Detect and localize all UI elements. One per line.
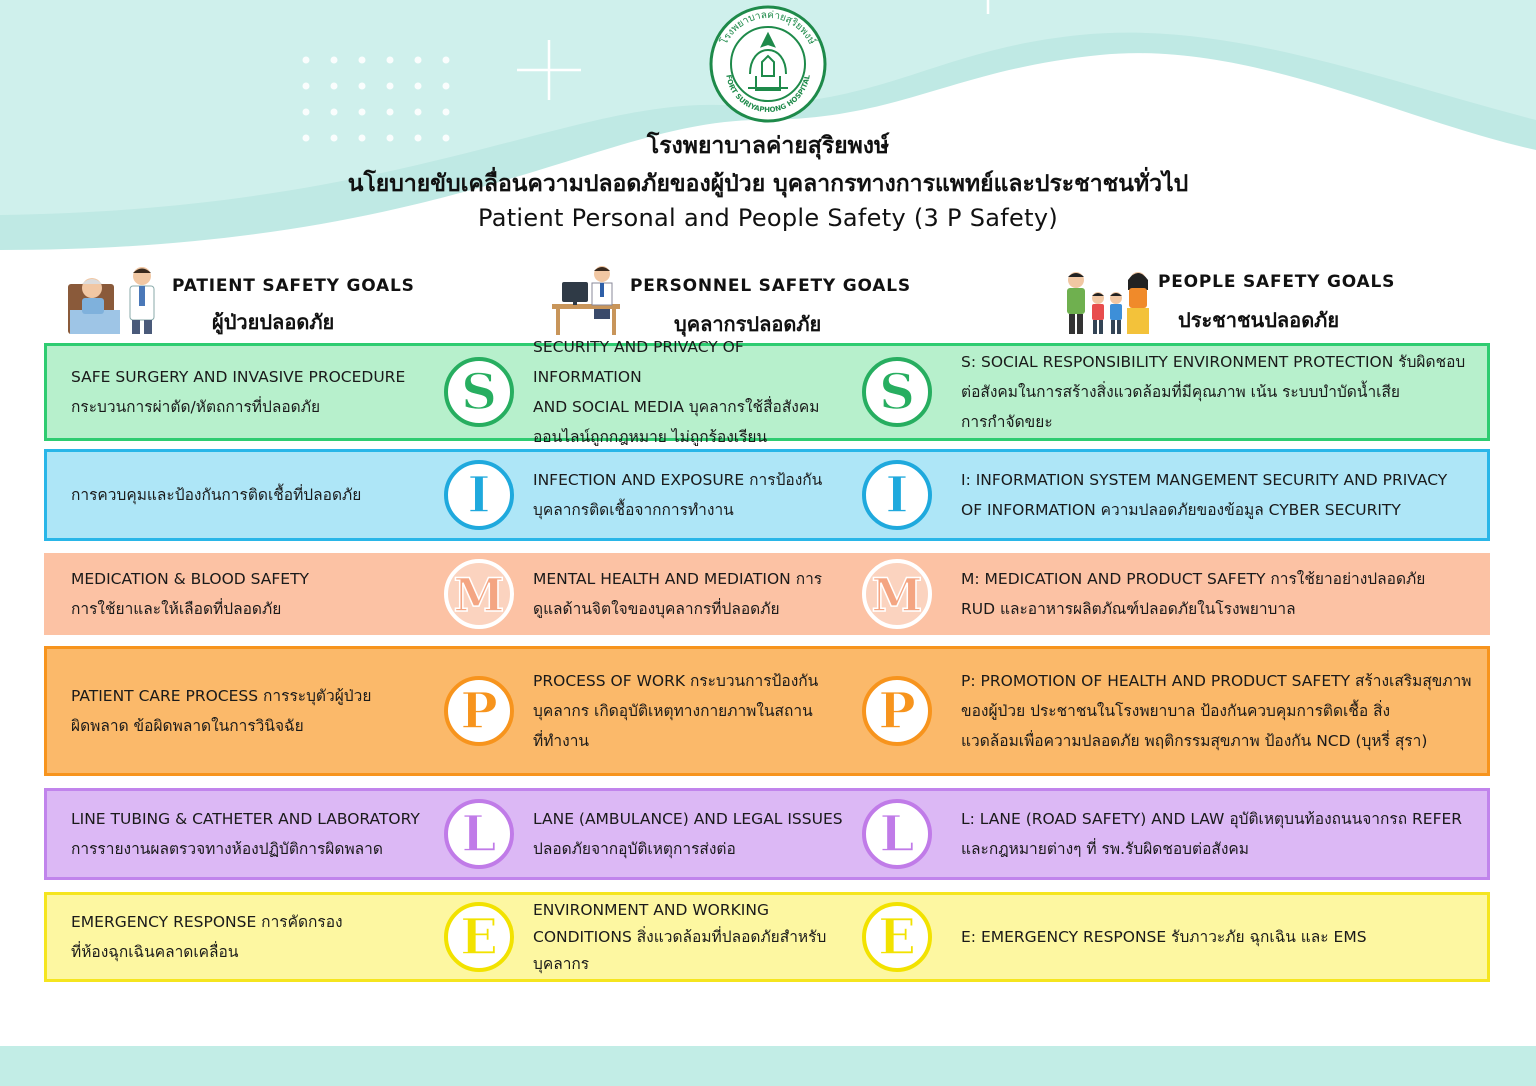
people-goal-cell: E: EMERGENCY RESPONSE รับภาวะภัย ฉุกเฉิน และ EMS bbox=[961, 928, 1367, 946]
personnel-goal-cell: PROCESS OF WORK กระบวนการป้องกัน บุคลากร เกิดอุบัติเหตุทางกายภาพในสถาน ที่ทำงาน bbox=[533, 672, 819, 750]
svg-text:L: L bbox=[461, 804, 497, 863]
letter-s-badge bbox=[861, 356, 933, 428]
svg-text:P: P bbox=[460, 681, 498, 740]
column-header-people bbox=[1062, 262, 1402, 338]
personnel-goals-en: PERSONNEL SAFETY GOALS bbox=[630, 276, 911, 296]
letter-m-badge bbox=[443, 558, 515, 630]
people-goal-cell: P: PROMOTION OF HEALTH AND PRODUCT SAFETY สร้างเสริมสุขภาพ ของผู้ป่วย ประชาชนในโรงพยาบาล ป้องกันควบคุมการติดเชื้อ สิ่ง แวดล้อมเพื่อความปลอดภัย พฤติกรรมสุขภาพ ป้องกัน NCD (บุหรี่ สุรา) bbox=[961, 672, 1472, 750]
letter-l-badge bbox=[861, 798, 933, 870]
svg-text:M: M bbox=[453, 568, 505, 622]
policy-title: นโยบายขับเคลื่อนความปลอดภัยของผู้ป่วย บุคลากรทางการแพทย์และประชาชนทั่วไป bbox=[347, 171, 1189, 197]
svg-text:E: E bbox=[459, 907, 499, 966]
hospital-name: โรงพยาบาลค่ายสุริยพงษ์ bbox=[646, 133, 890, 159]
letter-m-badge bbox=[861, 558, 933, 630]
letter-s-badge bbox=[443, 356, 515, 428]
svg-text:S: S bbox=[460, 362, 498, 421]
letter-i-badge bbox=[443, 459, 515, 531]
letter-p-badge bbox=[443, 675, 515, 747]
personnel-goal-cell: MENTAL HEALTH AND MEDIATION การ ดูแลด้านจิตใจของบุคลากรที่ปลอดภัย bbox=[533, 570, 823, 618]
goal-row-l bbox=[44, 788, 1490, 880]
goal-row-m bbox=[44, 553, 1490, 635]
people-goals-en: PEOPLE SAFETY GOALS bbox=[1158, 272, 1396, 292]
svg-text:L: L bbox=[879, 804, 915, 863]
personnel-goal-cell: ENVIRONMENT AND WORKING CONDITIONS สิ่งแวดล้อมที่ปลอดภัยสำหรับ บุคลากร bbox=[533, 900, 827, 973]
letter-p-badge bbox=[861, 675, 933, 747]
people-goal-cell: L: LANE (ROAD SAFETY) AND LAW อุบัติเหตุบนท้องถนนจากรถ REFER และกฎหมายต่างๆ ที่ รพ.รับผิดชอบต่อสังคม bbox=[961, 810, 1463, 858]
svg-text:โรงพยาบาลค่ายสุริยพงษ์: โรงพยาบาลค่ายสุริยพงษ์ bbox=[718, 9, 818, 47]
patient-goal-cell: การควบคุมและป้องกันการติดเชื้อที่ปลอดภัย bbox=[71, 486, 362, 504]
svg-text:M: M bbox=[871, 568, 923, 622]
people-goal-cell: M: MEDICATION AND PRODUCT SAFETY การใช้ยาอย่างปลอดภัย RUD และอาหารผลิตภัณฑ์ปลอดภัยในโรงพยาบาล bbox=[961, 570, 1426, 618]
patient-doctor-illustration bbox=[68, 264, 166, 336]
family-illustration bbox=[1062, 268, 1152, 336]
personnel-goal-cell: LANE (AMBULANCE) AND LEGAL ISSUES ปลอดภัยจากอุบัติเหตุการส่งต่อ bbox=[533, 810, 843, 858]
patient-goal-cell: LINE TUBING & CATHETER AND LABORATORY การรายงานผลตรวจทางห้องปฏิบัติการผิดพลาด bbox=[71, 810, 420, 858]
svg-text:S: S bbox=[878, 362, 916, 421]
column-header-patient bbox=[68, 262, 428, 338]
svg-text:E: E bbox=[877, 907, 917, 966]
svg-text:FORT SURIYAPHONG HOSPITAL: FORT SURIYAPHONG HOSPITAL bbox=[724, 74, 812, 115]
goal-row-s bbox=[44, 338, 1490, 446]
personnel-goals-th: บุคลากรปลอดภัย bbox=[674, 312, 822, 336]
patient-goal-cell: EMERGENCY RESPONSE การคัดกรอง ที่ห้องฉุกเฉินคลาดเคลื่อน bbox=[71, 913, 343, 961]
letter-l-badge bbox=[443, 798, 515, 870]
goal-row-p bbox=[44, 646, 1490, 776]
people-goal-cell: I: INFORMATION SYSTEM MANGEMENT SECURITY AND PRIVACY OF INFORMATION ความปลอดภัยของข้อมูล CYBER SECURITY bbox=[961, 471, 1448, 519]
office-worker-illustration bbox=[548, 262, 624, 336]
patient-goal-cell: SAFE SURGERY AND INVASIVE PROCEDURE กระบวนการผ่าตัด/หัตถการที่ปลอดภัย bbox=[71, 368, 406, 416]
personnel-goal-cell: INFECTION AND EXPOSURE การป้องกัน บุคลากรติดเชื้อจากการทำงาน bbox=[533, 471, 823, 519]
patient-goals-en: PATIENT SAFETY GOALS bbox=[172, 276, 415, 296]
people-goal-cell: S: SOCIAL RESPONSIBILITY ENVIRONMENT PROTECTION รับผิดชอบ ต่อสังคมในการสร้างสิ่งแวดล้อมที่มีคุณภาพ เน้น ระบบบำบัดน้ำเสีย การกำจัดขยะ bbox=[961, 353, 1466, 431]
goal-row-i bbox=[44, 449, 1490, 541]
hospital-logo bbox=[708, 4, 828, 124]
letter-i-badge bbox=[861, 459, 933, 531]
patient-goal-cell: PATIENT CARE PROCESS การระบุตัวผู้ป่วย ผิดพลาด ข้อผิดพลาดในการวินิจฉัย bbox=[71, 687, 372, 735]
svg-text:P: P bbox=[878, 681, 916, 740]
patient-goal-cell: MEDICATION & BLOOD SAFETY การใช้ยาและให้เลือดที่ปลอดภัย bbox=[71, 570, 310, 618]
svg-text:I: I bbox=[467, 465, 491, 524]
english-title: Patient Personal and People Safety (3 P Safety) bbox=[478, 204, 1058, 232]
letter-e-badge bbox=[443, 901, 515, 973]
personnel-goal-cell: SECURITY AND PRIVACY OF INFORMATION AND SOCIAL MEDIA บุคลากรใช้สื่อสังคม ออนไลน์ถูกกฎหมาย ไม่ถูกร้องเรียน bbox=[533, 338, 820, 446]
people-goals-th: ประชาชนปลอดภัย bbox=[1178, 308, 1340, 332]
letter-e-badge bbox=[861, 901, 933, 973]
svg-text:I: I bbox=[885, 465, 909, 524]
patient-goals-th: ผู้ป่วยปลอดภัย bbox=[212, 310, 335, 334]
column-header-personnel bbox=[548, 262, 911, 338]
goal-row-e bbox=[44, 892, 1490, 982]
